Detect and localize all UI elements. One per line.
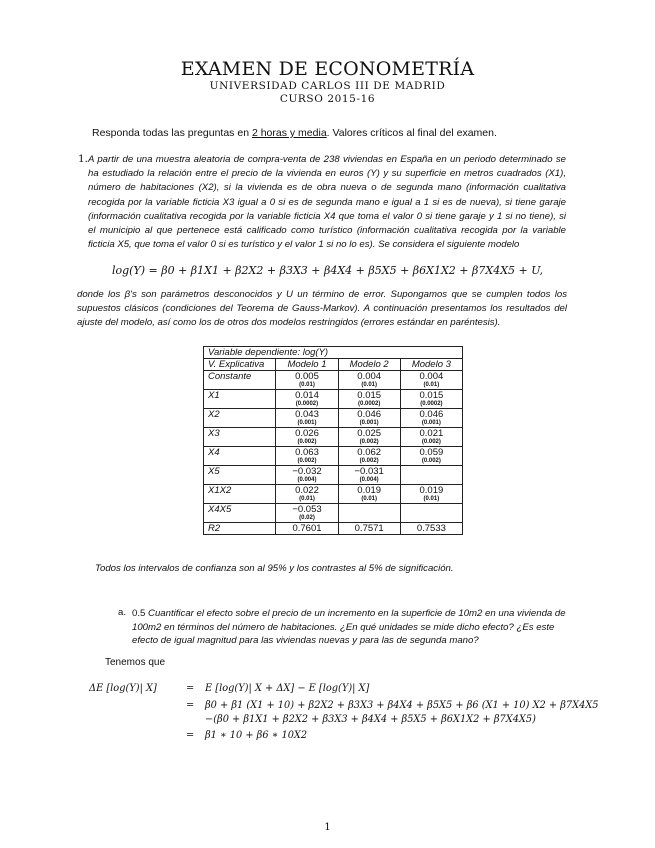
coef-cell-model-2 xyxy=(338,504,400,523)
table-row xyxy=(204,428,463,447)
table-row xyxy=(204,409,463,428)
coef-cell-model-3 xyxy=(400,485,462,504)
coef-cell-model-1 xyxy=(276,504,338,523)
coefficient: 0.063 xyxy=(295,447,319,458)
standard-error: (0.002) xyxy=(359,439,379,445)
row-label: X2 xyxy=(204,409,276,428)
standard-error: (0.0002) xyxy=(357,401,381,407)
coefficient: −0.031 xyxy=(354,466,384,477)
header-variable: V. Explicativa xyxy=(204,359,276,371)
coef-cell-model-2 xyxy=(338,409,400,428)
standard-error: (0.01) xyxy=(299,496,315,502)
standard-error: (0.01) xyxy=(423,382,440,388)
standard-error: (0.0002) xyxy=(420,401,443,407)
coef-cell-model-3 xyxy=(400,504,462,523)
coef-cell-model-1 xyxy=(276,485,338,504)
row-label: X5 xyxy=(204,466,276,485)
page-number: 1 xyxy=(324,822,331,833)
coef-cell-model-1 xyxy=(276,428,338,447)
intro-after: . Valores críticos al final del examen. xyxy=(326,127,497,139)
coef-cell-model-2 xyxy=(338,447,400,466)
row-label: X1 xyxy=(204,390,276,409)
row-label: X3 xyxy=(204,428,276,447)
dependent-variable: Variable dependiente: log(Y) xyxy=(204,347,463,359)
coefficient: −0.053 xyxy=(292,504,322,515)
r2-model-2: 0.7571 xyxy=(338,523,400,535)
part-a-label xyxy=(118,607,126,618)
r2-model-1: 0.7601 xyxy=(276,523,338,535)
table-row xyxy=(204,485,463,504)
coef-cell-model-2 xyxy=(338,466,400,485)
standard-error: (0.01) xyxy=(299,382,315,388)
coef-cell-model-2 xyxy=(338,390,400,409)
course-year: CURSO 2015-16 xyxy=(279,93,376,105)
r2-model-3: 0.7533 xyxy=(400,523,462,535)
standard-error: (0.002) xyxy=(297,439,317,445)
exam-title: EXAMEN DE ECONOMETRÍA xyxy=(180,58,475,80)
standard-error: (0.02) xyxy=(299,515,315,521)
coef-cell-model-1 xyxy=(276,371,338,390)
coefficient: 0.019 xyxy=(357,485,382,496)
coefficient: 0.005 xyxy=(295,371,319,382)
intro-line xyxy=(92,127,497,139)
coefficient: 0.021 xyxy=(419,428,444,439)
coefficient: 0.015 xyxy=(419,390,444,401)
standard-error: (0.004) xyxy=(297,477,317,483)
standard-error: (0.004) xyxy=(359,477,379,483)
intro-time: 2 horas y media xyxy=(251,127,327,139)
coefficient: 0.019 xyxy=(419,485,444,496)
standard-error: (0.002) xyxy=(297,458,317,464)
coefficient: 0.025 xyxy=(357,428,382,439)
coefficient: 0.046 xyxy=(357,409,382,420)
coef-cell-model-2 xyxy=(338,428,400,447)
standard-error: (0.001) xyxy=(297,420,317,426)
coefficient: 0.062 xyxy=(357,447,382,458)
part-a-question: Cuantificar el efecto sobre el precio de un incremento en la superficie de 10m2 en una vivienda de 100m2 en términos del número de habitaciones. ¿En qué unidades se mide dicho efecto? ¿Es este efecto de igual magnitud para las viviendas nuevas y para las de segunda mano? xyxy=(132,608,566,646)
derivation-lhs: ΔE [log(Y)| X] xyxy=(89,683,157,694)
header-model-2: Modelo 2 xyxy=(338,359,400,371)
coefficient: 0.043 xyxy=(295,409,319,420)
derivation-line-3: −(β0 + β1X1 + β2X2 + β3X3 + β4X4 + β5X5 + β6X1X2 + β7X4X5) xyxy=(205,714,536,725)
coef-cell-model-3 xyxy=(400,428,462,447)
intro-before: Responda todas las preguntas en xyxy=(92,127,252,139)
coefficient: 0.046 xyxy=(419,409,444,420)
standard-error: (0.001) xyxy=(421,420,441,426)
row-label: X4 xyxy=(204,447,276,466)
standard-error: (0.002) xyxy=(421,458,441,464)
coef-cell-model-2 xyxy=(338,485,400,504)
coef-cell-model-2 xyxy=(338,371,400,390)
coefficient: 0.004 xyxy=(357,371,382,382)
model-equation: log(Y) = β0 + β1X1 + β2X2 + β3X3 + β4X4 + β5X5 + β6X1X2 + β7X4X5 + U, xyxy=(111,264,543,277)
coefficient: 0.004 xyxy=(419,371,444,382)
standard-error: (0.0002) xyxy=(295,401,319,407)
r2-label: R2 xyxy=(204,523,276,535)
coef-cell-model-1 xyxy=(276,409,338,428)
standard-error: (0.01) xyxy=(361,496,378,502)
coefficient: 0.015 xyxy=(357,390,382,401)
eq-sign-3: = xyxy=(186,730,195,741)
coef-cell-model-3 xyxy=(400,390,462,409)
standard-error: (0.01) xyxy=(361,382,378,388)
derivation-line-4: β1 ∗ 10 + β6 ∗ 10X2 xyxy=(205,730,308,741)
question-text: A partir de una muestra aleatoria de compra-venta de 238 viviendas en España en un periodo determinado se ha estudiado la relación entre el precio de la vivienda en euros (Y) y su superficie en metros cuadrados (X1), número de habitaciones (X2), si la vivienda es de obra nueva o de segunda mano (información cualitativa recogida por la variable ficticia X3 igual a 0 si es de segunda mano e igual a 1 si es de nueva), si tiene garaje (información cualitativa recogida por la variable ficticia X4 que toma el valor 0 si tiene garaje y 1 si no tiene), si el municipio al que pertenece está calificado como turístico (información cualitativa recogida por la variable ficticia X5, que toma el valor 0 si es turístico y el valor 1 si no lo es). Se considera el siguiente modelo xyxy=(88,154,566,251)
row-label: X1X2 xyxy=(204,485,276,504)
coefficient: 0.022 xyxy=(295,485,319,496)
coef-cell-model-3 xyxy=(400,409,462,428)
coef-cell-model-3 xyxy=(400,371,462,390)
row-label: X4X5 xyxy=(204,504,276,523)
regression-table xyxy=(203,346,463,535)
derivation-line-2: β0 + β1 (X1 + 10) + β2X2 + β3X3 + β4X4 + β5X5 + β6 (X1 + 10) X2 + β7X4X5 xyxy=(205,700,599,711)
coefficient: 0.059 xyxy=(419,447,444,458)
part-a-points: 0.5 xyxy=(132,608,146,619)
answer-intro: Tenemos que xyxy=(105,657,166,668)
coef-cell-model-1 xyxy=(276,390,338,409)
coef-cell-model-3 xyxy=(400,447,462,466)
standard-error: (0.002) xyxy=(359,458,379,464)
coef-cell-model-1 xyxy=(276,466,338,485)
standard-error: (0.01) xyxy=(423,496,440,502)
part-a-letter: a. xyxy=(118,607,127,618)
coefficient: 0.026 xyxy=(295,428,319,439)
model-description: donde los β's son parámetros desconocidos y U un término de error. Supongamos que se cumplen todos los supuestos clásicos (condiciones del Teorema de Gauss-Markov). A continuación presentamos los resultados del ajuste del modelo, así como los de otros dos modelos restringidos (errores estándar en paréntesis). xyxy=(77,289,567,329)
coefficient: −0.032 xyxy=(292,466,322,477)
standard-error: (0.002) xyxy=(421,439,441,445)
table-row xyxy=(204,371,463,390)
row-label: Constante xyxy=(204,371,276,390)
table-row xyxy=(204,447,463,466)
significance-note: Todos los intervalos de confianza son al 95% y los contrastes al 5% de significación. xyxy=(95,563,454,574)
coef-cell-model-1 xyxy=(276,447,338,466)
question-number: 1. xyxy=(78,153,89,165)
eq-sign-1: = xyxy=(186,683,195,694)
table-row xyxy=(204,390,463,409)
derivation-line-1: E [log(Y)| X + ΔX] − E [log(Y)| X] xyxy=(205,683,370,694)
table-row xyxy=(204,466,463,485)
coefficient: 0.014 xyxy=(295,390,319,401)
eq-sign-2: = xyxy=(186,700,195,711)
part-a-text xyxy=(132,607,567,648)
table-row xyxy=(204,504,463,523)
university-name: UNIVERSIDAD CARLOS III DE MADRID xyxy=(209,80,446,92)
standard-error: (0.001) xyxy=(359,420,379,426)
coef-cell-model-3 xyxy=(400,466,462,485)
header-model-1: Modelo 1 xyxy=(276,359,338,371)
header-model-3: Modelo 3 xyxy=(400,359,462,371)
